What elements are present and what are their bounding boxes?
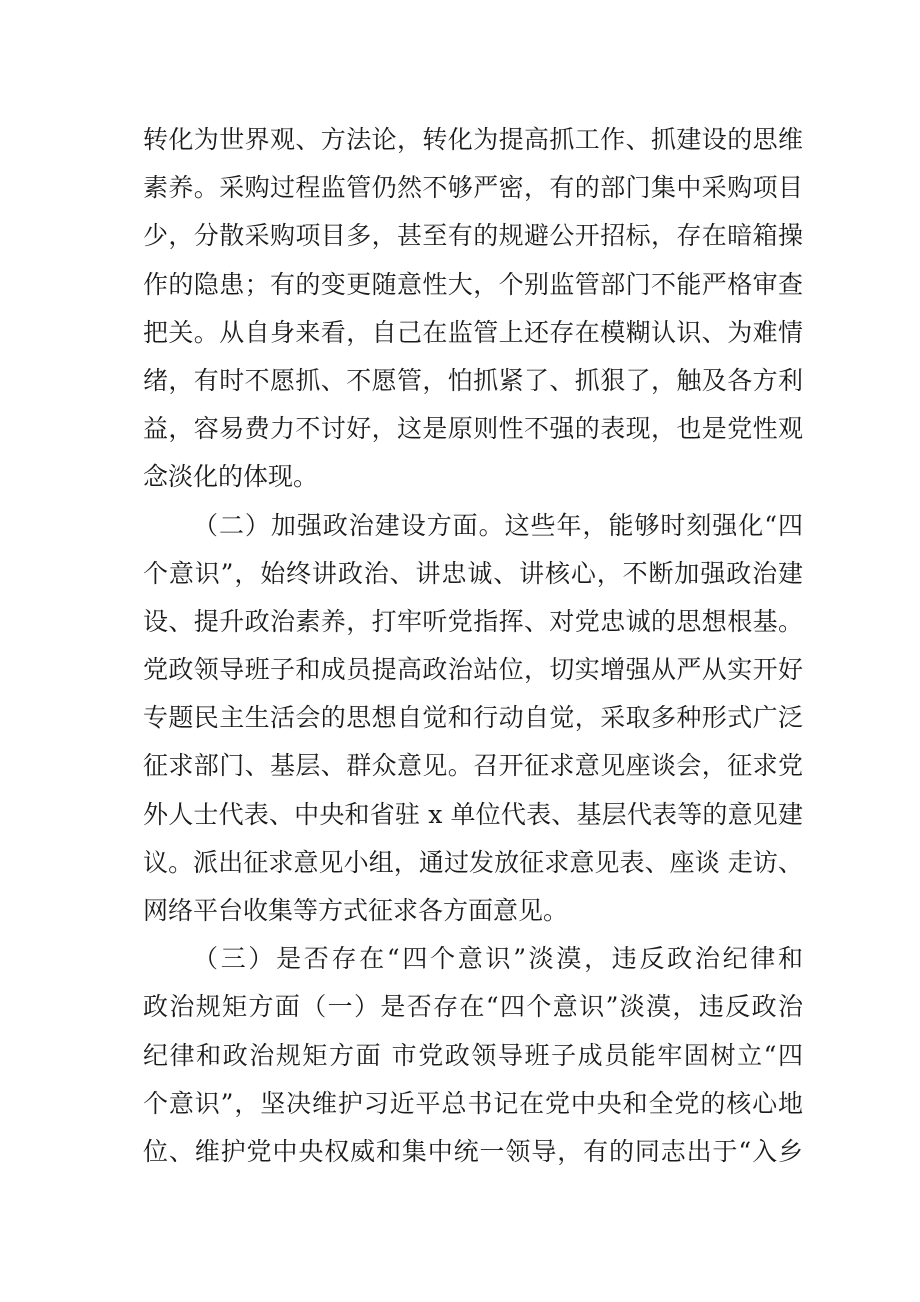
text-line: 个意识”，始终讲政治、讲忠诚、讲核心，不断加强政治建 [143,558,803,588]
paragraph-procurement-supervision [143,116,803,502]
text-line: 政治规矩方面（一）是否存在“四个意识”淡漠，违反政治 [143,992,803,1022]
paragraph-political-construction [143,502,803,936]
text-line: 设、提升政治素养，打牢听党指挥、对党忠诚的思想根基。 [143,606,803,636]
document-body [143,116,803,1176]
text-line: 议。派出征求意见小组，通过发放征求意见表、座谈 走访、 [143,847,803,877]
text-line: 网络平台收集等方式征求各方面意见。 [143,896,569,925]
text-line: 少，分散采购项目多，甚至有的规避公开招标，存在暗箱操 [143,221,803,251]
text-line: （三）是否存在“四个意识”淡漠，违反政治纪律和 [193,944,803,974]
text-line: 外人士代表、中央和省驻 x 单位代表、基层代表等的意见建 [143,799,803,829]
text-line: 把关。从自身来看，自己在监管上还存在模糊认识、为难情 [143,317,803,347]
text-line: 党政领导班子和成员提高政治站位，切实增强从严从实开好 [143,655,803,685]
text-line: 绪，有时不愿抓、不愿管，怕抓紧了、抓狠了，触及各方利 [143,365,803,395]
text-line: 素养。采购过程监管仍然不够严密，有的部门集中采购项目 [143,173,803,203]
text-line: 征求部门、基层、群众意见。召开征求意见座谈会，征求党 [143,751,803,781]
text-line: 益，容易费力不讨好，这是原则性不强的表现，也是党性观 [143,414,803,444]
text-line: 纪律和政治规矩方面 市党政领导班子成员能牢固树立“四 [143,1040,803,1070]
text-line: 念淡化的体现。 [143,462,319,492]
paragraph-four-consciousness [143,935,803,1176]
text-line: 作的隐患；有的变更随意性大，个别监管部门不能严格审查 [143,269,803,299]
text-line: 位、维护党中央权威和集中统一领导，有的同志出于“入乡 [143,1136,803,1166]
text-line: （二）加强政治建设方面。这些年，能够时刻强化“四 [193,510,803,540]
text-line: 个意识”，坚决维护习近平总书记在党中央和全党的核心地 [143,1088,803,1118]
text-line: 专题民主生活会的思想自觉和行动自觉，采取多种形式广泛 [143,703,803,733]
text-line: 转化为世界观、方法论，转化为提高抓工作、抓建设的思维 [143,125,803,154]
